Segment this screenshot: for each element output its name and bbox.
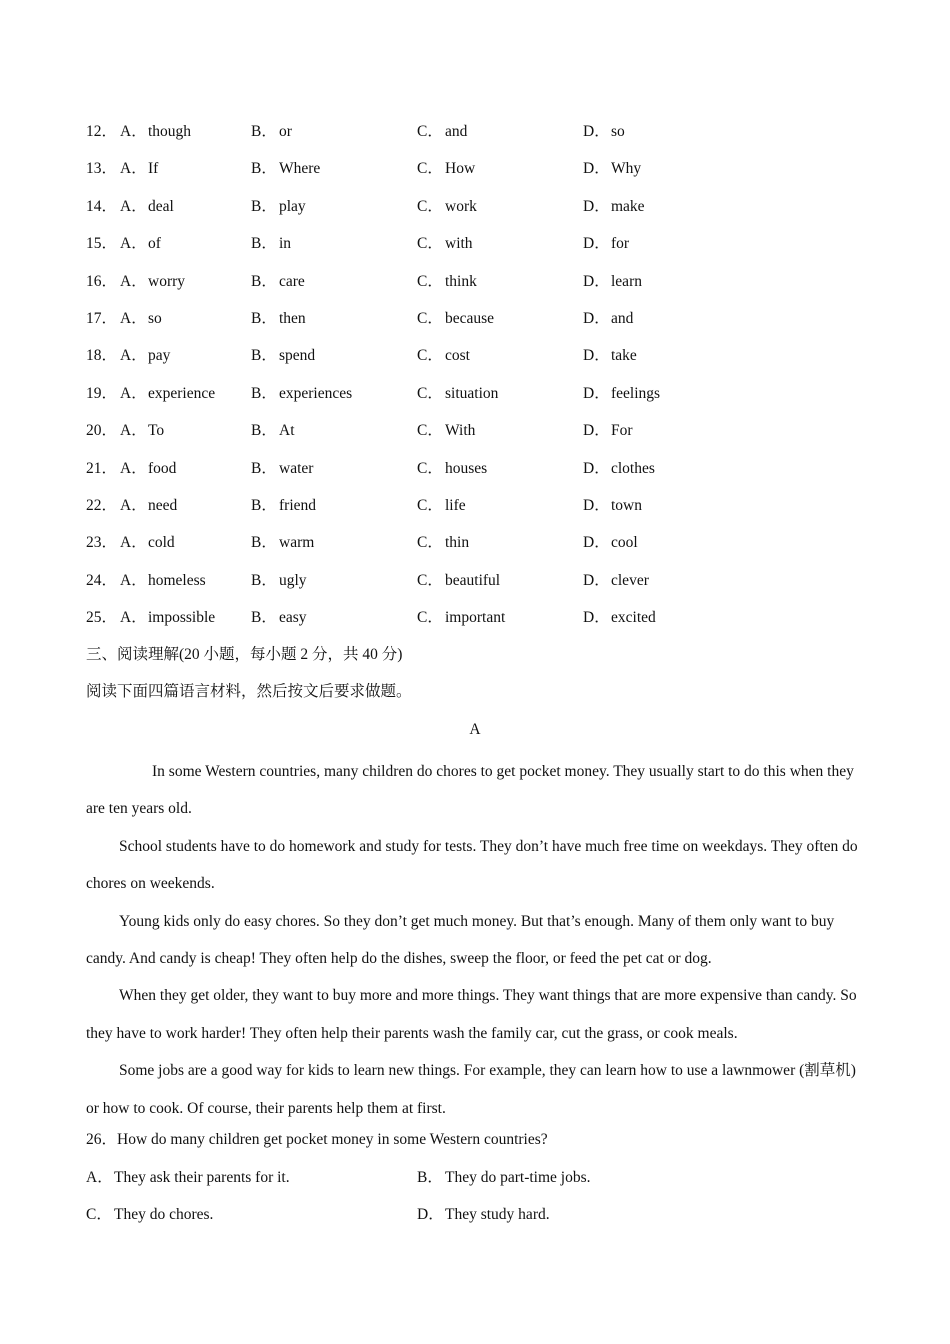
option-b: or [279, 123, 292, 140]
option-row-20 [86, 417, 886, 454]
option-row-24 [86, 567, 886, 604]
option-letter-d: D． [583, 496, 610, 514]
option-row-18 [86, 342, 886, 379]
option-row-15 [86, 230, 886, 267]
option-d: make [611, 197, 645, 215]
option-c: life [445, 496, 466, 514]
question-number: 19． [86, 384, 118, 402]
question-number: 21． [86, 459, 118, 477]
passage-title: A [469, 721, 481, 738]
option-d: For [611, 422, 633, 440]
answer-option-d: D．They study hard. [417, 1206, 550, 1224]
option-letter-a: A． [120, 609, 147, 627]
option-letter-b: B． [251, 384, 277, 402]
option-letter-c: C． [417, 123, 443, 140]
option-letter-a: A． [120, 123, 147, 140]
answer-option-c: C． They do chores. [86, 1206, 214, 1224]
question-number: 15． [86, 235, 118, 253]
question-number: 22． [86, 496, 118, 514]
option-letter-a: A． [120, 534, 147, 552]
option-letter-c: C． [417, 534, 443, 552]
question-number: 16． [86, 272, 118, 290]
option-c: with [445, 235, 473, 253]
option-letter-b: B． [251, 197, 277, 215]
option-b: in [279, 235, 292, 253]
option-letter-b: B． [251, 609, 277, 627]
option-d: clever [611, 571, 649, 589]
question-number: 26． [86, 1131, 118, 1148]
option-c: think [445, 272, 477, 290]
option-letter-b: B． [251, 422, 277, 440]
option-d: feelings [611, 384, 661, 402]
option-b: care [279, 272, 305, 290]
question-26 [86, 1126, 866, 1154]
option-letter-a: A． [120, 422, 147, 440]
option-letter-c: C． [417, 459, 443, 477]
question-26-options [86, 1164, 886, 1239]
option-row-22 [86, 492, 886, 529]
option-row-13 [86, 155, 886, 192]
option-letter-c: C． [417, 272, 443, 290]
option-letter-b: B． [251, 459, 277, 477]
option-row-12 [86, 118, 886, 155]
option-row-23 [86, 529, 886, 566]
option-b: At [279, 422, 295, 440]
option-letter-d: D． [583, 534, 610, 552]
option-letter-a: A． [120, 459, 147, 477]
passage-body [86, 753, 866, 1127]
option-letter-a: A． [120, 272, 147, 290]
option-a: of [148, 235, 161, 253]
option-letter-b: B． [251, 272, 277, 290]
option-row-14 [86, 193, 886, 230]
option-letter-a: A． [120, 347, 147, 365]
option-row-16 [86, 268, 886, 305]
section-instruction: 阅读下面四篇语言材料，然后按文后要求做题。 [86, 683, 412, 700]
option-letter-d: D． [583, 160, 610, 178]
answer-option-a: A．They ask their parents for it. [86, 1169, 290, 1186]
option-letter-c: C． [417, 422, 443, 440]
option-letter-c: C． [417, 384, 443, 402]
option-c: thin [445, 534, 470, 552]
option-letter-a: A． [120, 160, 147, 178]
passage-paragraph: In some Western countries, many children do chores to get pocket money. They usually start to do this when they are ten years old. [86, 763, 854, 818]
option-b: ugly [279, 571, 307, 589]
option-letter-d: D． [583, 422, 610, 440]
option-letter-c: C． [417, 309, 443, 327]
option-letter-a: A． [120, 571, 147, 589]
option-b: warm [279, 534, 315, 552]
option-letter-d: D． [583, 609, 610, 627]
option-letter-a: A． [120, 309, 147, 327]
question-number: 17． [86, 309, 118, 327]
section-heading: 三、阅读理解(20 小题，每小题 2 分，共 40 分) [86, 646, 403, 663]
option-b: Where [279, 160, 321, 178]
option-a: so [148, 309, 162, 327]
question-number: 24． [86, 571, 118, 589]
question-number: 12． [86, 123, 118, 140]
option-a: deal [148, 197, 174, 215]
option-d: town [611, 496, 642, 514]
option-letter-a: A． [120, 384, 147, 402]
option-b: easy [279, 609, 307, 627]
answer-row [86, 1201, 886, 1238]
option-row-19 [86, 380, 886, 417]
option-d: clothes [611, 459, 655, 477]
option-d: for [611, 235, 630, 253]
option-c: beautiful [445, 571, 501, 589]
option-letter-d: D． [583, 309, 610, 327]
option-b: play [279, 197, 306, 215]
option-a: impossible [148, 609, 216, 627]
question-number: 25． [86, 609, 118, 627]
option-a: food [148, 459, 177, 477]
option-letter-d: D． [583, 235, 610, 253]
cloze-options-list [86, 118, 886, 641]
option-letter-a: A． [120, 235, 147, 253]
option-letter-d: D． [583, 347, 610, 365]
option-letter-b: B． [251, 347, 277, 365]
option-letter-c: C． [417, 197, 443, 215]
option-d: cool [611, 534, 638, 552]
option-letter-a: A． [120, 496, 147, 514]
option-c: cost [445, 347, 470, 365]
option-letter-d: D． [583, 123, 610, 140]
passage-paragraph: Young kids only do easy chores. So they don’t get much money. But that’s enough. Many of them only want to buy candy. And candy is cheap! They often help do the dishes, sweep the floor, or feed the pet cat or dog. [86, 912, 835, 968]
option-row-21 [86, 455, 886, 492]
option-a: experience [148, 384, 216, 402]
option-letter-b: B． [251, 571, 277, 589]
option-row-17 [86, 305, 886, 342]
option-d: and [611, 309, 634, 327]
option-letter-b: B． [251, 534, 277, 552]
option-letter-b: B． [251, 123, 277, 140]
option-c: because [445, 309, 495, 327]
option-letter-d: D． [583, 571, 610, 589]
option-a: homeless [148, 571, 206, 589]
option-b: experiences [279, 384, 353, 402]
option-b: then [279, 309, 306, 327]
option-a: worry [148, 272, 186, 290]
option-a: need [148, 496, 178, 514]
option-d: excited [611, 609, 656, 627]
question-number: 18． [86, 347, 118, 365]
option-d: take [611, 347, 637, 365]
option-letter-c: C． [417, 235, 443, 253]
option-letter-c: C． [417, 160, 443, 178]
question-number: 23． [86, 534, 118, 552]
passage-paragraph: When they get older, they want to buy more and more things. They want things that are more expensive than candy. So they have to work harder! They often help their parents wash the family car, cut the grass, or cook meals. [86, 987, 857, 1042]
option-letter-b: B． [251, 235, 277, 253]
option-d: learn [611, 272, 642, 290]
passage-paragraph: Some jobs are a good way for kids to learn new things. For example, they can learn how to use a lawnmower (割草机) or how to cook. Of course, their parents help them at first. [86, 1062, 856, 1117]
option-d: so [611, 123, 625, 140]
question-number: 20． [86, 422, 118, 440]
option-c: houses [445, 459, 488, 477]
option-c: work [445, 197, 477, 215]
option-a: though [148, 123, 192, 140]
option-a: To [148, 422, 165, 440]
option-letter-d: D． [583, 459, 610, 477]
option-letter-a: A． [120, 197, 147, 215]
option-row-25 [86, 604, 886, 641]
answer-row [86, 1164, 886, 1201]
option-c: How [445, 160, 476, 178]
option-letter-d: D． [583, 272, 610, 290]
option-letter-c: C． [417, 609, 443, 627]
option-c: important [445, 609, 506, 627]
passage-paragraph: School students have to do homework and study for tests. They don’t have much free time on weekdays. They often do chores on weekends. [86, 837, 858, 893]
option-letter-b: B． [251, 160, 277, 178]
option-letter-b: B． [251, 309, 277, 327]
option-letter-c: C． [417, 571, 443, 589]
option-c: and [445, 123, 468, 140]
question-number: 14． [86, 197, 118, 215]
option-letter-c: C． [417, 496, 443, 514]
option-b: spend [279, 347, 316, 365]
option-b: water [279, 459, 314, 477]
option-a: pay [148, 347, 171, 365]
option-c: With [445, 422, 476, 440]
option-b: friend [279, 496, 317, 514]
question-text: How do many children get pocket money in some Western countries? [117, 1131, 548, 1148]
option-letter-d: D． [583, 197, 610, 215]
option-letter-d: D． [583, 384, 610, 402]
answer-option-b: B． They do part-time jobs. [417, 1169, 591, 1186]
option-letter-c: C． [417, 347, 443, 365]
question-number: 13． [86, 160, 118, 178]
option-a: If [148, 160, 159, 178]
option-c: situation [445, 384, 499, 402]
option-d: Why [611, 160, 642, 178]
option-letter-b: B． [251, 496, 277, 514]
option-a: cold [148, 534, 175, 552]
